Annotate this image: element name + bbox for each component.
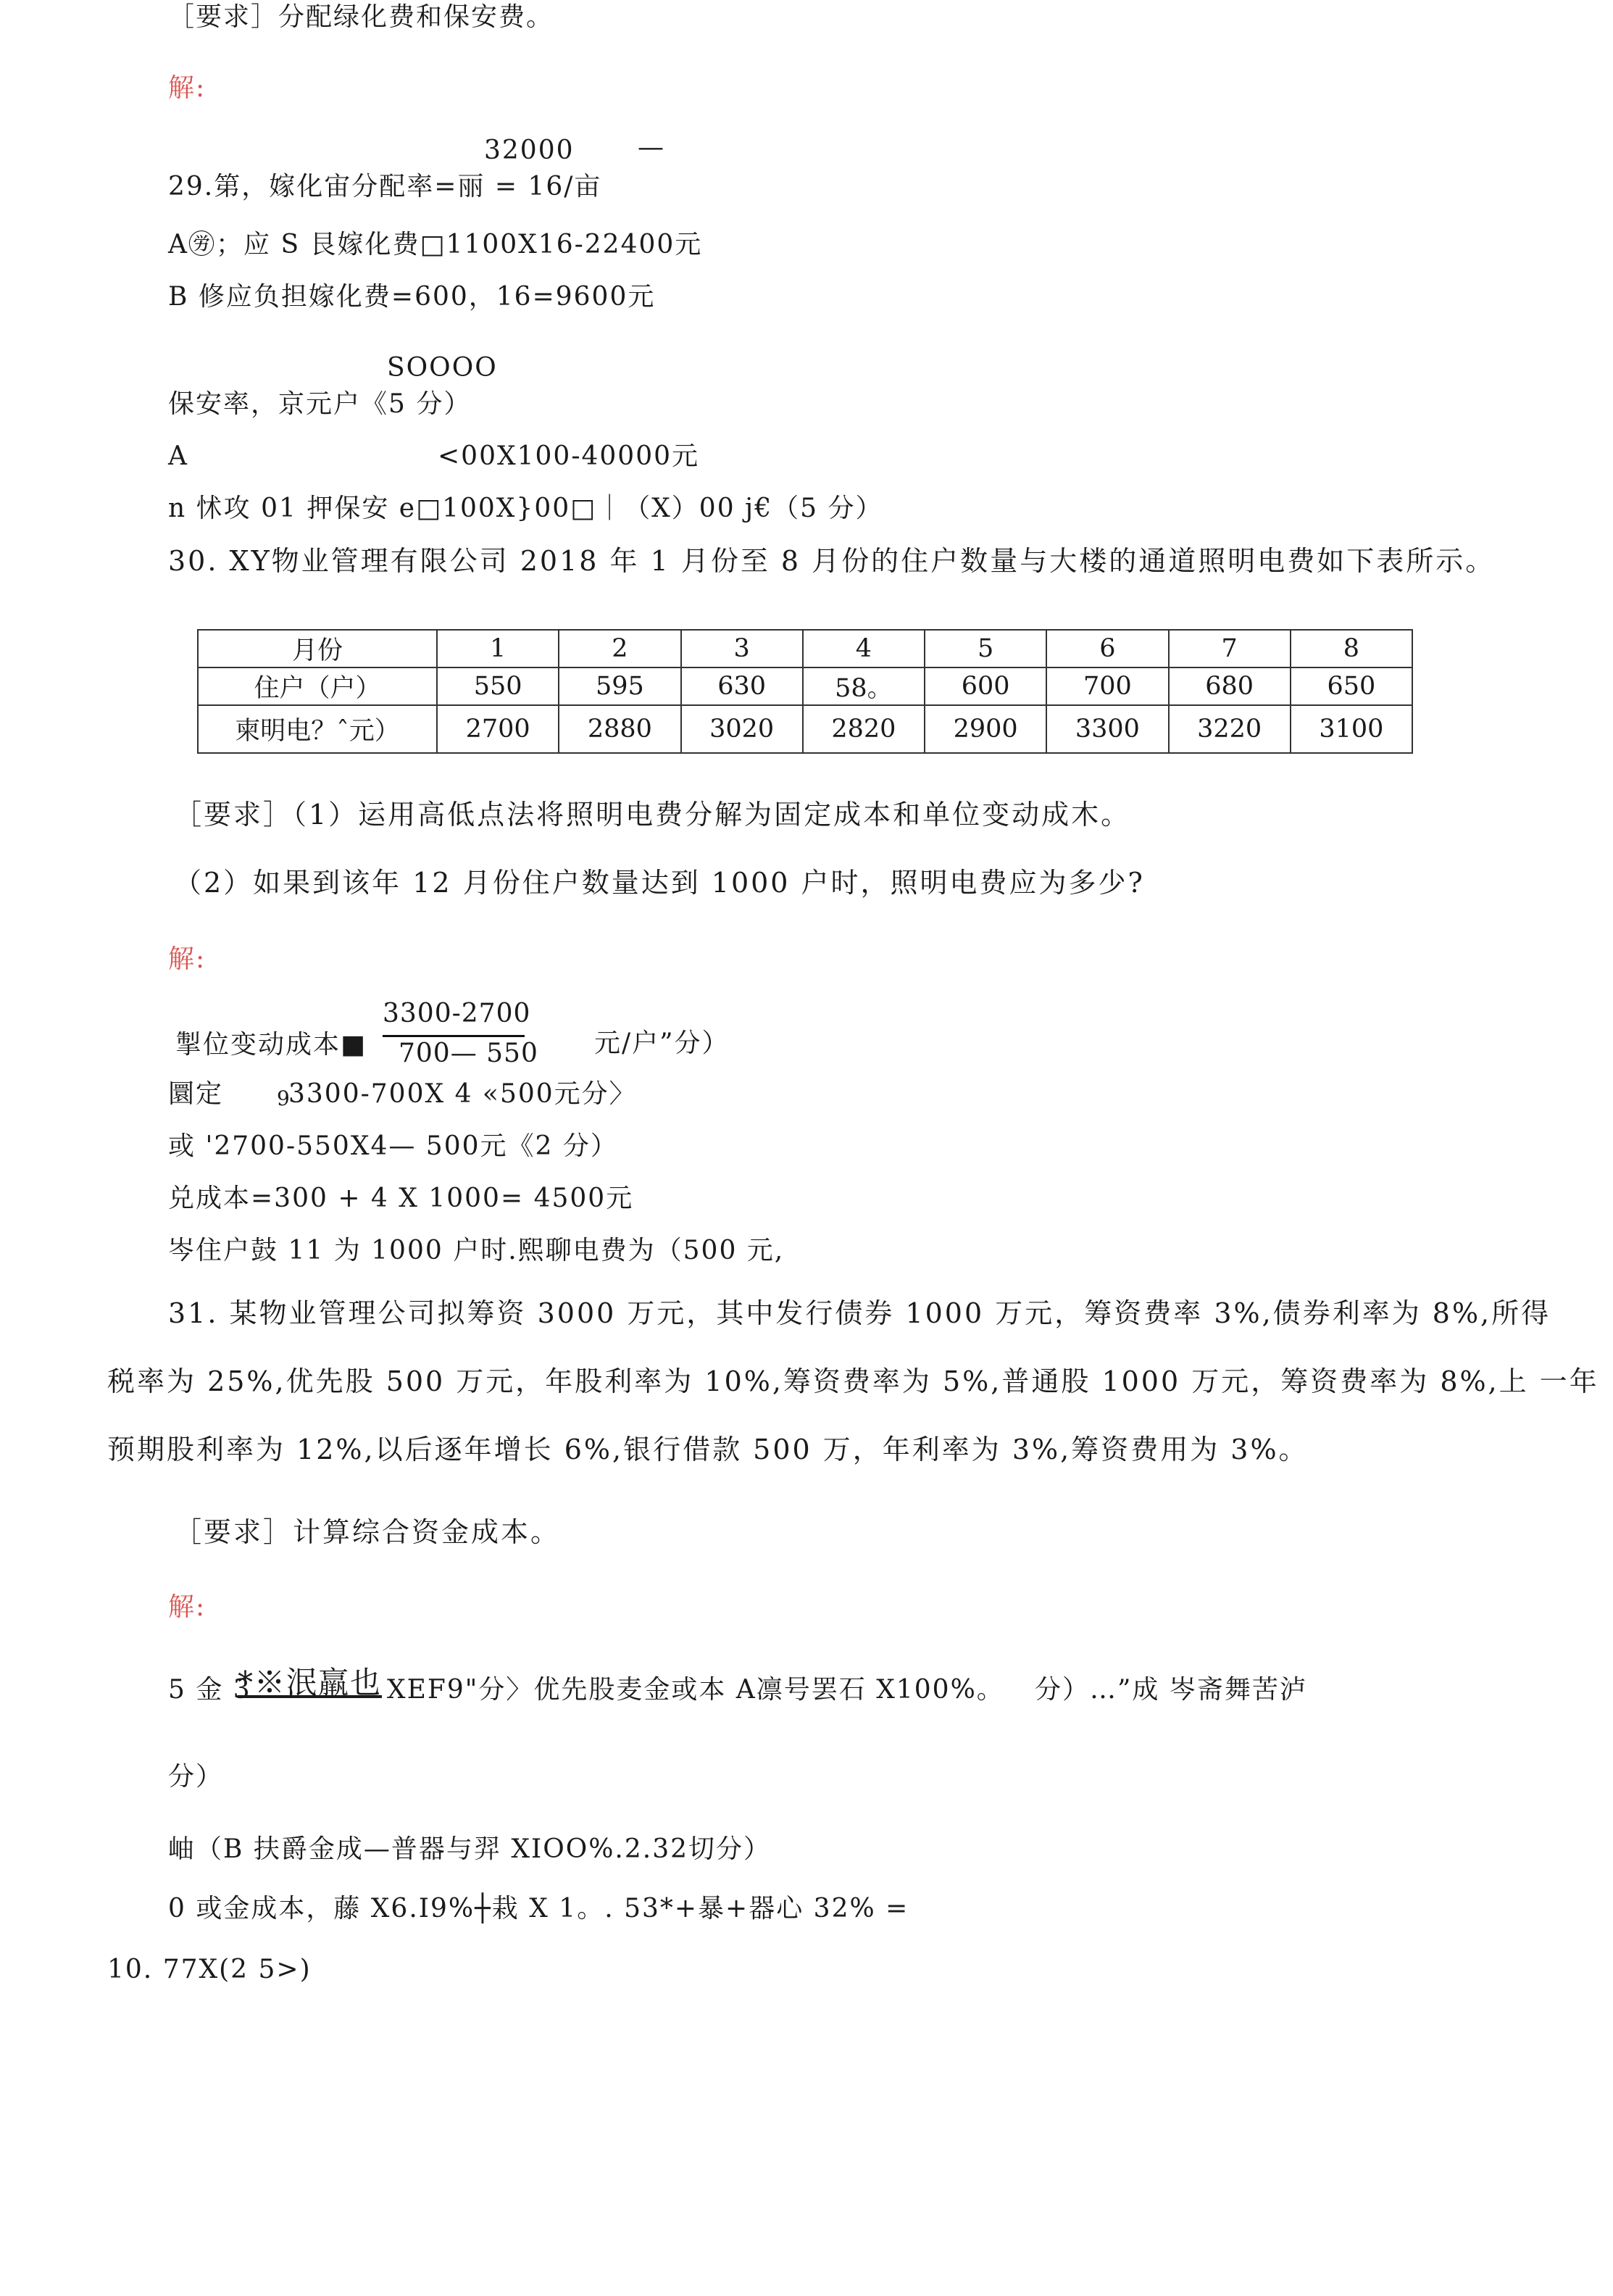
table-cell: 6	[1046, 630, 1168, 667]
table-cell: 5	[925, 630, 1046, 667]
table-cell: 7	[1169, 630, 1291, 667]
table-cell: 4	[803, 630, 925, 667]
table-cell: 2820	[803, 705, 925, 753]
requirement-30-1: ［要求］（1）运用高低点法将照明电费分解为固定成本和单位变动成木。	[174, 799, 1131, 831]
question-31-line1: 31. 某物业管理公司拟筹资 3000 万元，其中发行债券 1000 万元，筹资费率 3%,债券利率为 8%,所得	[168, 1297, 1551, 1329]
requirement-31: ［要求］计算综合资金成本。	[174, 1516, 561, 1548]
alt-fixed-cost: 或 '2700-550X4— 500元《2 分）	[168, 1131, 618, 1161]
table-cell: 600	[925, 667, 1046, 705]
table-cell: 3300	[1046, 705, 1168, 753]
table-cell: 3220	[1169, 705, 1291, 753]
formula-1c: XEF9"分〉优先股麦金或本 A凛号罢石 X100%。	[387, 1675, 1004, 1705]
table-cell: 630	[681, 667, 803, 705]
table-cell: 8	[1291, 630, 1412, 667]
line-n-security: n 怵攻 01 押保安 e□100X}00□｜（X）00 j€（5 分）	[168, 494, 883, 523]
formula-2: 分）	[168, 1762, 224, 1792]
question-31-line3: 预期股利率为 12%,以后逐年增长 6%,银行借款 500 万，年利率为 3%,筹资费用为 3%。	[107, 1434, 1309, 1465]
solution-label: 解:	[168, 944, 207, 974]
table-cell: 680	[1169, 667, 1291, 705]
unit-cost-label: 掣位变动成本■	[175, 1030, 367, 1060]
line-29: 29.第，嫁化宙分配率=丽 = 16/亩	[168, 172, 602, 201]
formula-1a: 5 金 3	[168, 1675, 251, 1705]
table-cell: 1	[437, 630, 559, 667]
table-cell: 3020	[681, 705, 803, 753]
requirement-30-2: （2）如果到该年 12 月份住户数量达到 1000 户时，照明电费应为多少?	[174, 867, 1145, 899]
question-31-line2: 税率为 25%,优先股 500 万元，年股利率为 10%,筹资费率为 5%,普通股 1000 万元，筹资费率为 8%,上 一年	[107, 1365, 1599, 1397]
table-row	[198, 705, 1412, 753]
unit-cost-fraction	[383, 999, 538, 1068]
fixed-cost-value: 3300-700X 4 «500元分〉	[288, 1079, 637, 1109]
table-cell: 住户（户）	[198, 667, 437, 705]
conclusion: 岑住户鼓 11 为 1000 户时.熙聊电费为（500 元,	[168, 1236, 785, 1265]
formula-3: 岫（B 扶爵金成—普器与羿 XIOO%.2.32切分）	[168, 1834, 772, 1864]
table-cell: 柬明电？ˆ元）	[198, 705, 437, 753]
table-row	[198, 630, 1412, 667]
fraction-numerator-2: SOOOO	[387, 353, 498, 383]
question-30: 30. XY物业管理有限公司 2018 年 1 月份至 8 月份的住户数量与大楼的通道照明电费如下表所示。	[168, 545, 1496, 577]
fixed-cost-label: 圜定	[168, 1079, 224, 1109]
table-cell: 595	[559, 667, 680, 705]
table-cell: 月份	[198, 630, 437, 667]
table-cell: 550	[437, 667, 559, 705]
requirement-28: ［要求］分配绿化费和保安费。	[168, 2, 554, 32]
line-a-greening: A㊘；应 S 艮嫁化费□1100X16-22400元	[168, 230, 703, 259]
table-cell: 58。	[803, 667, 925, 705]
fraction-numerator: 32000	[484, 136, 575, 165]
table-cell: 2880	[559, 705, 680, 753]
security-rate: 保安率，京元户《5 分）	[168, 389, 472, 419]
fixed-cost-mark: 9	[277, 1086, 291, 1110]
table-cell: 2900	[925, 705, 1046, 753]
table-cell: 650	[1291, 667, 1412, 705]
table-cell: 3	[681, 630, 803, 667]
table-cell: 2	[559, 630, 680, 667]
table-cell: 700	[1046, 667, 1168, 705]
total-cost: 兑成本=300 + 4 X 1000= 4500元	[168, 1184, 634, 1213]
line-b-greening: B 修应负担嫁化费=600，16=9600元	[168, 282, 656, 312]
fraction-bar	[383, 1035, 525, 1037]
fraction-numerator: 3300-2700	[383, 999, 531, 1028]
unit-cost-suffix: 元/户”分）	[594, 1028, 730, 1058]
solution-label: 解:	[168, 1592, 207, 1622]
table-cell: 2700	[437, 705, 559, 753]
table-cell: 3100	[1291, 705, 1412, 753]
data-table	[197, 629, 1413, 754]
dash-mark: —	[638, 133, 665, 162]
formula-1d: 分）…”成 岑斋舞苦泸	[1035, 1675, 1307, 1705]
line-a-security: <00X100-40000元	[438, 441, 699, 471]
formula-4: 0 或金成本，藤 X6.I9%┼栽 X 1。. 53*+暴+器心 32% =	[168, 1894, 909, 1923]
fraction-denominator: 700— 550	[399, 1039, 538, 1068]
formula-5: 10. 77X(2 5>)	[107, 1955, 312, 1984]
table-row	[198, 667, 1412, 705]
formula-1b: *※泯羸也	[238, 1665, 383, 1700]
line-a-label: A	[168, 441, 188, 471]
solution-label: 解:	[168, 73, 207, 103]
